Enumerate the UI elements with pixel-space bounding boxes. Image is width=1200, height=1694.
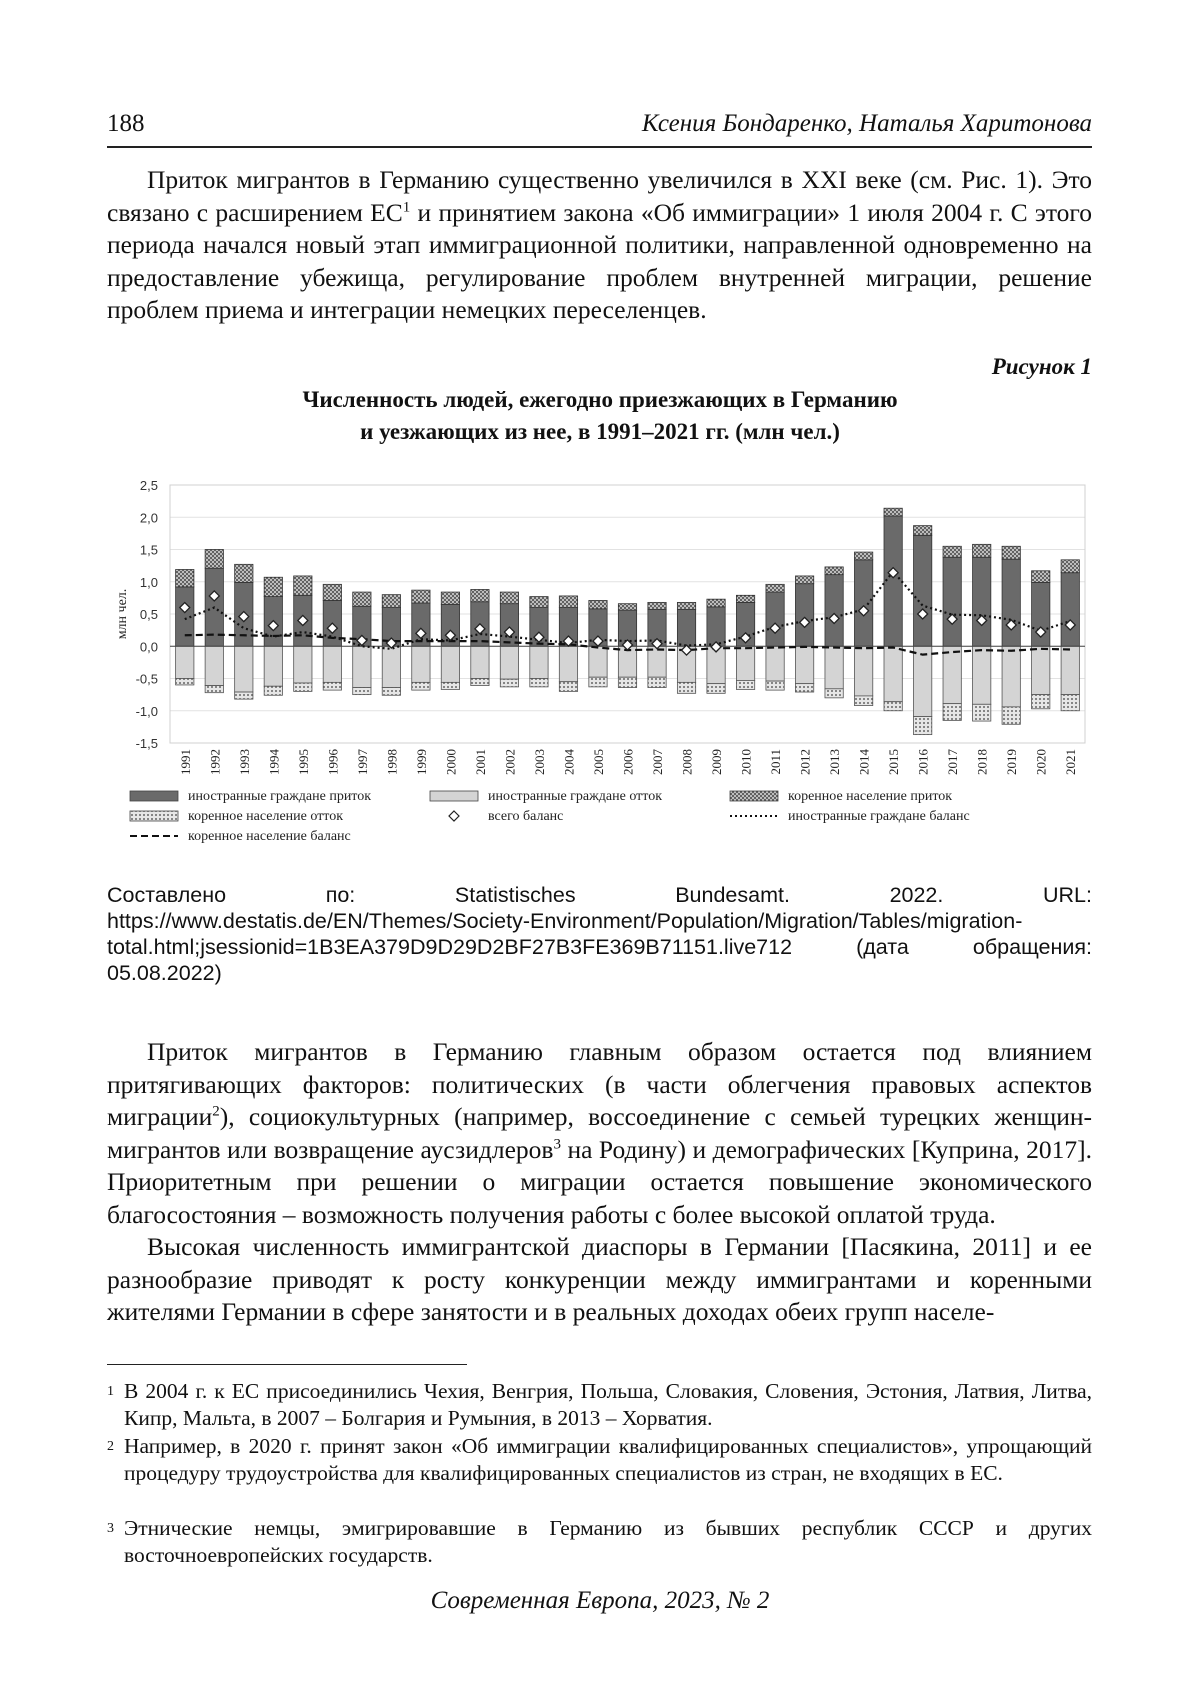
- footnote-2: 2 Например, в 2020 г. принят закон «Об иммиграции квалифицированных специалистов», упрощающий процедуру трудоустройства для квалифицированных специалистов из стран, не входящих в ЕС.: [107, 1434, 1092, 1485]
- bar-native-outflow-2015: [884, 702, 902, 711]
- x-tick-label-1992: 1992: [207, 749, 223, 775]
- legend-label-6: коренное население баланс: [188, 829, 351, 844]
- bar-native-inflow-2011: [766, 584, 784, 592]
- bar-foreign-outflow-2019: [1002, 646, 1020, 707]
- bar-native-outflow-1993: [235, 692, 253, 699]
- bar-native-inflow-2004: [559, 596, 577, 608]
- x-tick-label-2019: 2019: [1004, 749, 1020, 775]
- bar-foreign-inflow-2021: [1061, 573, 1079, 647]
- x-tick-label-2011: 2011: [768, 749, 784, 775]
- bar-native-outflow-1995: [294, 683, 312, 691]
- bar-foreign-inflow-2011: [766, 592, 784, 646]
- bar-foreign-outflow-1999: [412, 646, 430, 682]
- source-word-l3-2: обращения:: [972, 935, 1092, 959]
- x-tick-label-2017: 2017: [945, 749, 961, 775]
- x-tick-label-1997: 1997: [354, 749, 370, 775]
- journal-footer: Современная Европа, 2023, № 2: [430, 1587, 770, 1614]
- source-word-3: Bundesamt.: [675, 883, 790, 907]
- bar-native-inflow-2016: [914, 526, 932, 536]
- bar-native-inflow-1994: [264, 577, 282, 596]
- y-tick-label: 2,5: [139, 478, 158, 493]
- bar-foreign-outflow-2007: [648, 646, 666, 677]
- bar-foreign-inflow-2019: [1002, 559, 1020, 646]
- bar-native-inflow-2013: [825, 567, 843, 575]
- x-tick-label-2013: 2013: [827, 749, 843, 775]
- bar-native-inflow-2012: [795, 576, 813, 584]
- bar-native-inflow-2001: [471, 589, 489, 601]
- bar-native-inflow-2006: [618, 604, 636, 610]
- legend-swatch-0: [130, 791, 178, 801]
- paragraph-3: Высокая численность иммигрантской диаспоры в Германии [Пасякина, 2011] и ее разнообразие приводят к росту конкуренции между иммигрантами и коренными жителями Германии в сфере занятости и в реальных доходах обеих групп населе-: [107, 1232, 1092, 1326]
- x-tick-label-2014: 2014: [856, 749, 872, 775]
- bar-native-outflow-2020: [1032, 695, 1050, 709]
- bar-native-inflow-1998: [382, 595, 400, 608]
- x-tick-label-1993: 1993: [236, 749, 252, 775]
- figure-source: [107, 882, 1092, 986]
- bar-native-inflow-2020: [1032, 571, 1050, 583]
- bar-native-outflow-2006: [618, 677, 636, 687]
- source-word-l3-0: total.html;jsessionid=1B3EA379D9D29D2BF27B3FE369B71151.live712: [107, 935, 793, 959]
- bar-foreign-outflow-2018: [973, 646, 991, 704]
- bar-native-outflow-1999: [412, 682, 430, 690]
- bar-foreign-outflow-1995: [294, 646, 312, 683]
- bar-native-outflow-2005: [589, 677, 607, 687]
- bar-native-outflow-2017: [943, 704, 961, 721]
- legend-swatch-1: [430, 791, 478, 801]
- y-tick-label: 0,5: [139, 607, 158, 622]
- x-tick-label-2020: 2020: [1033, 749, 1049, 775]
- bar-native-outflow-2000: [441, 682, 459, 689]
- bar-native-outflow-2014: [854, 696, 872, 706]
- footnote-ref-1[interactable]: 1: [402, 199, 411, 215]
- page-header: [107, 106, 1092, 148]
- bar-foreign-outflow-2012: [795, 646, 813, 683]
- bar-foreign-inflow-2016: [914, 535, 932, 646]
- bar-native-outflow-2010: [736, 680, 754, 689]
- bar-foreign-outflow-2004: [559, 646, 577, 681]
- bar-native-inflow-1997: [353, 592, 371, 606]
- bar-foreign-outflow-2000: [441, 646, 459, 682]
- bar-native-inflow-1995: [294, 576, 312, 595]
- bar-native-outflow-2019: [1002, 707, 1020, 724]
- bar-foreign-outflow-1997: [353, 646, 371, 687]
- legend-swatch-2: [730, 791, 778, 801]
- bar-native-inflow-2008: [677, 602, 695, 609]
- legend-label-4: всего баланс: [488, 809, 564, 824]
- bar-native-inflow-1993: [235, 564, 253, 582]
- bar-native-inflow-1996: [323, 584, 341, 600]
- x-tick-label-1995: 1995: [295, 749, 311, 775]
- legend-label-1: иностранные граждане отток: [488, 789, 662, 804]
- bar-foreign-outflow-1991: [176, 646, 194, 678]
- x-tick-label-2008: 2008: [679, 749, 695, 775]
- footnote-1: 1 В 2004 г. к ЕС присоединились Чехия, Венгрия, Польша, Словакия, Словения, Эстония, Латвия, Литва, Кипр, Мальта, в 2007 – Болгария и Румыния, в 2013 – Хорватия.: [107, 1379, 1092, 1430]
- legend-label-3: коренное население отток: [188, 809, 344, 824]
- bar-native-inflow-2014: [854, 552, 872, 560]
- bar-foreign-outflow-2002: [500, 646, 518, 679]
- bar-foreign-inflow-2009: [707, 607, 725, 646]
- figure-label: Рисунок 1: [991, 354, 1092, 379]
- x-tick-label-2002: 2002: [502, 749, 518, 775]
- bar-foreign-outflow-1992: [205, 646, 223, 685]
- bar-foreign-inflow-2008: [677, 609, 695, 646]
- bar-native-inflow-2002: [500, 592, 518, 604]
- bar-foreign-inflow-2012: [795, 584, 813, 647]
- source-word-2: Statistisches: [454, 883, 576, 907]
- x-tick-label-2003: 2003: [531, 749, 547, 775]
- bar-foreign-outflow-1994: [264, 646, 282, 686]
- bar-native-inflow-2000: [441, 592, 459, 604]
- bar-native-inflow-2009: [707, 599, 725, 607]
- bar-native-inflow-2010: [736, 595, 754, 602]
- bar-foreign-outflow-2020: [1032, 646, 1050, 694]
- source-word-1: по:: [325, 883, 356, 907]
- footnote-ref-3[interactable]: 3: [553, 1136, 561, 1152]
- bar-native-outflow-2007: [648, 677, 666, 687]
- bar-native-outflow-2018: [973, 704, 991, 721]
- source-word-0: Составлено: [107, 883, 227, 907]
- bar-native-outflow-2002: [500, 679, 518, 687]
- bar-native-outflow-1996: [323, 682, 341, 690]
- x-tick-label-2001: 2001: [472, 749, 488, 775]
- x-tick-label-1998: 1998: [384, 749, 400, 775]
- paragraph-1: Приток мигрантов в Германию существенно увеличился в XXI веке (см. Рис. 1). Это связано с расширением $ЕС^1$ и принятием закона «Об иммиграции» 1 июля 2004 г. С этого периода начался новый этап иммиграционной политики, направленной одновременно на предоставление убежища, регулирование проблем внутренней миграции, решение проблем приема и интеграции немецких переселенцев.: [107, 165, 1092, 324]
- bar-native-outflow-1991: [176, 679, 194, 685]
- bar-foreign-outflow-1993: [235, 646, 253, 692]
- bar-native-inflow-1992: [205, 550, 223, 569]
- legend-label-2: коренное население приток: [788, 789, 953, 804]
- y-tick-label: 1,0: [139, 574, 158, 590]
- bar-native-outflow-2021: [1061, 695, 1079, 711]
- bar-native-outflow-2008: [677, 682, 695, 693]
- x-tick-label-2005: 2005: [590, 749, 606, 775]
- source-line-3: [107, 934, 1092, 960]
- x-tick-label-2015: 2015: [886, 749, 902, 775]
- bar-foreign-outflow-2015: [884, 646, 902, 701]
- x-tick-label-2009: 2009: [709, 749, 725, 775]
- footnote-ref-2[interactable]: 2: [212, 1103, 220, 1120]
- y-tick-label: -1,0: [135, 703, 158, 719]
- x-tick-label-2016: 2016: [915, 749, 931, 775]
- bar-foreign-outflow-2021: [1061, 646, 1079, 694]
- bar-native-inflow-1999: [412, 590, 430, 603]
- bar-native-outflow-1998: [382, 688, 400, 696]
- y-tick-label: -1,5: [135, 736, 158, 751]
- y-axis-label: млн чел.: [115, 588, 130, 640]
- bar-native-outflow-1997: [353, 688, 371, 695]
- bar-native-outflow-1994: [264, 686, 282, 695]
- bar-native-outflow-2012: [795, 684, 813, 692]
- x-tick-label-2021: 2021: [1063, 749, 1079, 775]
- y-tick-label: -0,5: [135, 671, 158, 687]
- bar-foreign-inflow-2013: [825, 575, 843, 647]
- bar-native-outflow-2003: [530, 679, 548, 687]
- running-head-authors: Ксения Бондаренко, Наталья Харитонова: [641, 110, 1092, 137]
- x-tick-label-2007: 2007: [650, 749, 666, 775]
- x-tick-label-2012: 2012: [797, 749, 813, 775]
- paragraph-2: Приток мигрантов в Германию главным образом остается под влиянием притягивающих факторов: политических (в части облегчения правовых аспектов миграции$^2$), социокультурных (например, воссоединение с семьей турецких женщин-мигрантов или возвращение аусзидлеров$^3$ на Родину) и демографических [Куприна, 2017]. Приоритетным при решении о миграции остается повышение экономического благосостояния – возможность получения работы с более высокой оплатой труда.: [107, 1037, 1092, 1229]
- bar-native-outflow-2001: [471, 679, 489, 686]
- x-tick-label-1996: 1996: [325, 749, 341, 775]
- bar-foreign-inflow-2018: [973, 557, 991, 646]
- bar-foreign-outflow-2011: [766, 646, 784, 681]
- bar-native-outflow-1992: [205, 686, 223, 693]
- bar-native-inflow-2003: [530, 597, 548, 608]
- legend-swatch-3: [130, 811, 178, 821]
- bar-native-inflow-2015: [884, 508, 902, 516]
- y-tick-label: 2,0: [139, 510, 158, 526]
- bar-foreign-outflow-2005: [589, 646, 607, 677]
- bar-foreign-outflow-1998: [382, 646, 400, 687]
- bar-native-outflow-2011: [766, 681, 784, 690]
- bar-native-outflow-2013: [825, 689, 843, 698]
- bar-native-inflow-2019: [1002, 546, 1020, 559]
- x-tick-label-2010: 2010: [738, 749, 754, 775]
- bar-foreign-outflow-2014: [854, 646, 872, 696]
- bar-foreign-inflow-2002: [500, 604, 518, 647]
- y-tick-label: 0,0: [139, 639, 158, 655]
- figure-title: Численность людей, ежегодно приезжающих в Германию и уезжающих из нее, в 1991–2021 гг. (млн чел.): [302, 387, 898, 444]
- x-tick-label-2006: 2006: [620, 749, 636, 775]
- y-tick-label: 1,5: [139, 542, 158, 558]
- source-url[interactable]: https://www.destatis.de/EN/Themes/Society-Environment/Population/Migration/Tables/migration-: [107, 909, 1023, 933]
- legend-label-5: иностранные граждане баланс: [788, 809, 970, 824]
- footnote-divider: [107, 1364, 467, 1365]
- footnote-3: 3 Этнические немцы, эмигрировавшие в Германию из бывших республик СССР и других восточноевропейских государств.: [107, 1516, 1092, 1567]
- bar-foreign-outflow-2010: [736, 646, 754, 680]
- x-tick-label-2018: 2018: [974, 749, 990, 775]
- x-tick-label-2004: 2004: [561, 749, 577, 775]
- source-word-4: 2022.: [889, 883, 944, 907]
- bar-native-inflow-2021: [1061, 560, 1079, 573]
- bar-foreign-inflow-2014: [854, 560, 872, 646]
- legend-label-0: иностранные граждане приток: [188, 789, 372, 804]
- bar-foreign-outflow-2001: [471, 646, 489, 678]
- bar-native-inflow-2005: [589, 600, 607, 608]
- source-word-l3-1: (дата: [856, 935, 909, 959]
- bar-foreign-outflow-2016: [914, 646, 932, 716]
- source-line-1: [107, 882, 1092, 908]
- bar-foreign-outflow-2003: [530, 646, 548, 678]
- page-number: 188: [107, 110, 145, 137]
- bar-foreign-outflow-1996: [323, 646, 341, 682]
- legend-swatch-4: [449, 811, 459, 821]
- source-access-date: 05.08.2022): [107, 961, 222, 985]
- bar-native-inflow-2018: [973, 544, 991, 557]
- x-tick-label-1994: 1994: [266, 749, 282, 775]
- bar-native-inflow-1991: [176, 569, 194, 586]
- bar-native-outflow-2009: [707, 684, 725, 694]
- x-tick-label-2000: 2000: [443, 749, 459, 775]
- bar-native-inflow-2017: [943, 546, 961, 557]
- bar-native-outflow-2016: [914, 717, 932, 735]
- migration-chart: [110, 465, 1100, 865]
- source-word-5: URL:: [1043, 883, 1092, 907]
- bar-foreign-outflow-2013: [825, 646, 843, 689]
- bar-foreign-inflow-2017: [943, 557, 961, 646]
- x-tick-label-1991: 1991: [177, 749, 193, 775]
- bar-foreign-outflow-2017: [943, 646, 961, 703]
- x-tick-label-1999: 1999: [413, 749, 429, 775]
- bar-native-inflow-2007: [648, 602, 666, 609]
- bar-native-outflow-2004: [559, 682, 577, 692]
